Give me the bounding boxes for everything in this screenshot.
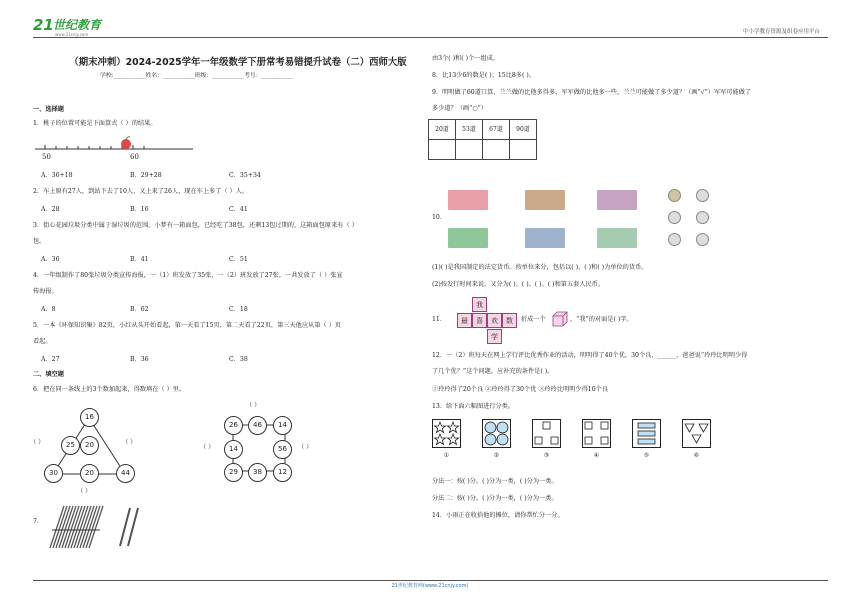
q3-text: 3．街心花园垃圾分类中属于湿垃圾的范围。小梦有一箱面包，已经吃了38包，还剩13包过期的，这箱面包原来有（ ）: [33, 222, 358, 229]
tri-node-br: 44: [116, 464, 135, 483]
q2-option-c[interactable]: C．41: [229, 206, 248, 213]
sticks-bundles-icon: [42, 500, 142, 552]
q1-text: 1．桃子的位置可能是下面算式（ ）的结果。: [33, 120, 157, 127]
q4-text-cont: 传海报。: [33, 288, 58, 295]
logo-mark: 21: [33, 16, 54, 34]
mark-cell[interactable]: [429, 140, 456, 160]
tri-blank-bottom[interactable]: （ ）: [77, 488, 92, 495]
sq-node-tr: 14: [273, 416, 292, 435]
q10-part1: (1)( )是我国制定的法定货币。按单位来分，包括以( )、( )和( )为单位的货币。: [432, 264, 648, 271]
sq-node-ml: 14: [224, 440, 243, 459]
cube-face: 我: [472, 297, 487, 312]
pattern-stars: [432, 419, 461, 448]
tri-node-top: 16: [80, 408, 99, 427]
pattern-rectangles: [632, 419, 661, 448]
cube-face: 最: [457, 313, 472, 328]
banknote-50-icon: [448, 228, 488, 248]
banknote-5-icon: [525, 190, 565, 210]
footer-divider: [33, 580, 828, 581]
q10-part2: (2)按发行时间来说，又分为( )、( )、( )、( )和第五套人民币。: [432, 281, 605, 288]
q2-text: 2．车上原有27人，到站下去了10人，又上来了26人，现在车上多了（ ）人。: [33, 188, 249, 195]
pattern-label: ③: [543, 452, 550, 459]
banknote-100-icon: [448, 190, 488, 210]
sq-blank-top[interactable]: （ ）: [246, 402, 261, 409]
q12-choices: ①玲玲得了20个良 ②玲玲得了30个优 ③玲玲比明明少得10个良: [432, 386, 609, 393]
q7-continued: 由3个( )和( )个一组成。: [432, 55, 500, 62]
q11-label: 11．: [432, 316, 447, 323]
q10-label: 10．: [432, 214, 447, 221]
cube-face: 欢: [487, 313, 502, 328]
tri-node-bm: 20: [80, 464, 99, 483]
classification-1: 分法一：按( )分。( )分为一类，( )分为一类。: [432, 478, 558, 485]
sq-blank-left[interactable]: （ ）: [200, 444, 215, 451]
banknote-green-icon: [597, 228, 637, 248]
q4-option-c[interactable]: C．18: [229, 306, 248, 313]
q14-text: 14．小雨正在收拾他的摊位，请你帮忙分一分。: [432, 512, 564, 519]
cube-icon: [551, 310, 569, 328]
platform-name: 中小学教育资源及组卷应用平台: [742, 29, 820, 35]
pattern-label: ④: [593, 452, 600, 459]
q1-option-c[interactable]: C．35+34: [229, 172, 261, 179]
cube-face: 学: [487, 329, 502, 344]
coin-icon: [668, 211, 681, 224]
q3-option-a[interactable]: A．36: [41, 256, 60, 263]
q2-option-b[interactable]: B．16: [130, 206, 149, 213]
cube-face: 数: [502, 313, 517, 328]
mark-cell[interactable]: [483, 140, 510, 160]
q4-option-a[interactable]: A．8: [41, 306, 56, 313]
pattern-circles: [482, 419, 511, 448]
coin-icon: [696, 189, 709, 202]
mark-cell[interactable]: [456, 140, 483, 160]
sq-blank-right[interactable]: （ ）: [298, 444, 313, 451]
tri-blank-right[interactable]: （ ）: [122, 439, 137, 446]
mark-cell[interactable]: [510, 140, 537, 160]
number-line: [33, 136, 195, 164]
q12-text: 12．一（2）班每天在网上学行评比优秀作业的活动，明明得了40个优，30个良，______，爸爸说“玲玲比明明少得: [432, 352, 748, 359]
q3-option-c[interactable]: C．51: [229, 256, 248, 263]
section-choice: 一、选择题: [33, 106, 64, 113]
q5-option-c[interactable]: C．38: [229, 356, 248, 363]
q8-text: 8．比13少6的数是( )；15比8多( )。: [432, 72, 536, 79]
pattern-label: ⑥: [693, 452, 700, 459]
q5-option-b[interactable]: B．36: [130, 356, 149, 363]
student-info-line: 学校:___________姓名：___________班级：___________考号：___________: [100, 73, 294, 79]
sq-node-mr: 56: [273, 440, 292, 459]
q3-option-b[interactable]: B．41: [130, 256, 149, 263]
q5-text-cont: 看起。: [33, 338, 52, 345]
table-cell: 53道: [456, 120, 483, 140]
coin-icon: [668, 189, 681, 202]
coin-icon: [696, 233, 709, 246]
classification-2: 分法二：按( )分。( )分为一类，( )分为一类。: [432, 495, 558, 502]
tick-label-50: 50: [42, 153, 51, 161]
tri-node-left: 25: [61, 436, 80, 455]
q4-text: 4．一年级制作了80张垃圾分类宣传海报，一（1）班发放了35张，一（2）班发放了27张。一共发放了（ ）张宣: [33, 272, 343, 279]
q6-text: 6．把在同一条线上的3个数加起来，得数填在（ ）里。: [33, 386, 186, 393]
header-divider: [33, 37, 828, 38]
tri-node-bl: 30: [44, 464, 63, 483]
q11-question: ，“我”的对面是( )字。: [570, 316, 633, 323]
q5-text: 5．一本《环保知识集》82页，小红从头开始看起，第一天看了15页，第二天看了22页，第三天他应从第（ ）页: [33, 322, 341, 329]
footer-link[interactable]: 21世纪教育网(www.21cnjy.com): [391, 583, 469, 589]
sq-node-tl: 26: [224, 416, 243, 435]
sq-node-tm: 46: [248, 416, 267, 435]
peach-icon: [121, 139, 131, 149]
logo-url: www.21cnjy.com: [55, 32, 89, 37]
q7-label: 7．: [33, 518, 44, 525]
q11-fold: 折成一个: [521, 316, 546, 323]
page-title: （期末冲刺）2024-2025学年一年级数学下册常考易错提升试卷（二）西师大版: [69, 57, 407, 68]
logo-text: 世纪教育: [53, 18, 102, 32]
pattern-label: ②: [493, 452, 500, 459]
q13-text: 13．给下面六幅图进行分类。: [432, 403, 515, 410]
cube-face: 喜: [472, 313, 487, 328]
q2-option-a[interactable]: A．28: [41, 206, 60, 213]
q1-option-a[interactable]: A．36+18: [41, 172, 73, 179]
section-fill: 二、填空题: [33, 371, 64, 378]
sq-node-br: 12: [273, 463, 292, 482]
q9-text: 9．明明做了60道口算，兰兰做的比他多得多，军军做的比他多一些，兰兰可能做了多少道？（画“√”）军军可能做了: [432, 89, 752, 96]
banknote-purple-icon: [597, 190, 637, 210]
q3-text-cont: 包。: [33, 238, 46, 245]
pattern-squares-three: [532, 419, 561, 448]
tri-node-center: 20: [80, 436, 99, 455]
banknote-blue-icon: [525, 228, 565, 248]
q12-text-cont: 了几个优？”这个问题，应补充的条件是( )。: [432, 368, 554, 375]
tri-blank-left[interactable]: （ ）: [30, 439, 45, 446]
pattern-triangles: [682, 419, 711, 448]
logo: [33, 14, 125, 36]
sq-node-bm: 38: [248, 463, 267, 482]
table-cell: 90道: [510, 120, 537, 140]
sq-node-bl: 29: [224, 463, 243, 482]
pattern-label: ⑤: [643, 452, 650, 459]
q5-option-a[interactable]: A．27: [41, 356, 60, 363]
coin-icon: [668, 233, 681, 246]
tick-label-60: 60: [130, 153, 139, 161]
q9-answer-table: [428, 119, 537, 160]
coin-icon: [696, 211, 709, 224]
q4-option-b[interactable]: B．62: [130, 306, 149, 313]
pattern-label: ①: [443, 452, 450, 459]
q1-option-b[interactable]: B．29+28: [130, 172, 162, 179]
table-cell: 20道: [429, 120, 456, 140]
q9-text-cont: 多少道？（画“○”）: [432, 105, 488, 112]
pattern-squares-four: [582, 419, 611, 448]
table-cell: 67道: [483, 120, 510, 140]
